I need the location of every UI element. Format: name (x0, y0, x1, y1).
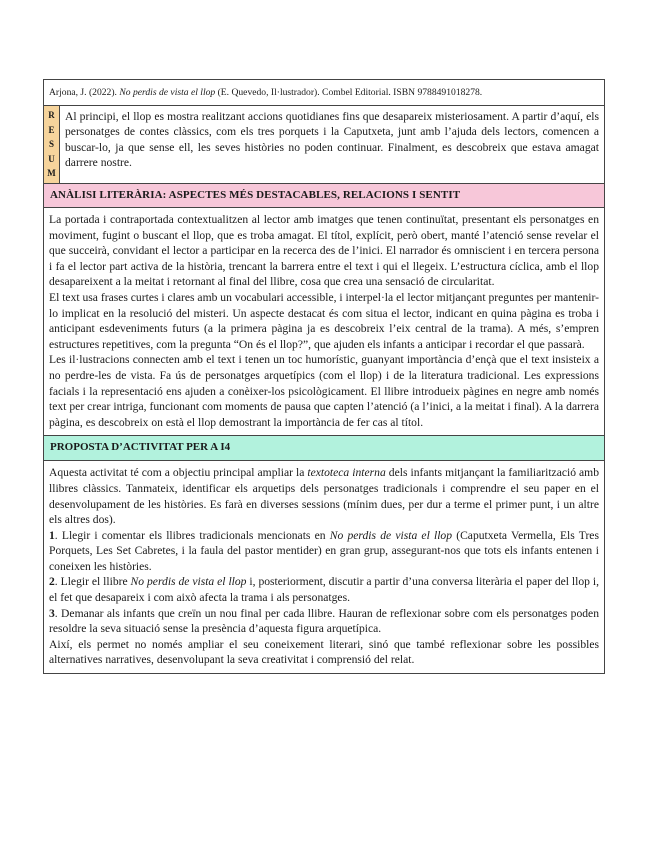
step-italic: No perdis de vista el llop (329, 528, 453, 542)
analisi-paragraph: El text usa frases curtes i clares amb un vocabulari accessible, i interpel·la el lector mitjançant preguntes per mantenir-lo implicat en la resolució del misteri. Un aspecte destacat és com situa el lector, indicant en quina pàgina es troba i anticipant esdeveniments futurs (a la primera pàgina ja es descobreix l’eix central de la trama). A més, s’empren estructures repetitives, com la pregunta “On és el llop?”, que ajuden els infants a anticipar i recordar el que passarà. (49, 290, 599, 351)
resum-letter: E (48, 124, 55, 135)
step-number: 3 (49, 606, 55, 620)
resum-letter: M (47, 168, 56, 179)
citation-authors: Arjona, J. (2022). (49, 87, 117, 98)
analisi-heading: ANÀLISI LITERÀRIA: ASPECTES MÉS DESTACABLES, RELACIONS I SENTIT (44, 184, 604, 208)
resum-text: Al principi, el llop es mostra realitzant accions quotidianes fins que desapareix misteriosament. A partir d’aquí, els personatges de contes clàssics, com els tres porquets i la Caputxeta, junt amb l’ajuda dels lectors, comencen a buscar-lo, ja que sense ell, les seves històries no poden continuar. Finalment, es descobreix que estava amagat darrere nostre. (65, 110, 599, 170)
book-review-sheet (43, 79, 605, 674)
step-text-2: (Caputxeta Vermella, Els Tres Porquets, Les Set Cabretes, i la faula del pastor mentider) en gran grup, assegurant-nos que tots els infants entenen i coneixen les històries. (49, 528, 599, 573)
step-number: 1 (49, 528, 55, 542)
proposta-body (44, 461, 604, 673)
intro-text: Aquesta activitat té com a objectiu principal ampliar la (49, 466, 305, 480)
proposta-intro (49, 465, 599, 527)
analisi-paragraph: La portada i contraportada contextualitzen al lector amb imatges que tenen continuïtat, presentant els personatges en moviment, fugint o buscant el llop, que es troba amagat. El títol, explícit, però obert, manté l’atenció sense revelar el que succeirà, convidant el lector a participar en la recerca des de l’inici. El narrador és omniscient i en tercera persona i fa el lector part activa de la història, trencant la barrera entre el text i qui el llegeix. L’estructura cíclica, amb el llop desapareixent a la meitat i retornant al final del llibre, cosa que crea una sensació de circularitat. (49, 213, 599, 289)
intro-text-2: dels infants mitjançant la familiarització amb llibres clàssics. Tanmateix, identificar els arquetips dels personatges tradicionals i comprendre el seu paper en el desenvolupament de les històries. Es farà en diverses sessions (mínim dues, per dur a terme el primer punt, i un altre els altres dos). (49, 466, 599, 527)
resum-letter: U (48, 153, 55, 164)
step-text: . Demanar als infants que creïn un nou final per cada llibre. Hauran de reflexionar sobre com els personatges poden resoldre la seva situació sense la presència d’aquesta figura arquetípica. (49, 606, 599, 636)
step-number: 2 (49, 575, 55, 589)
resum-label (44, 106, 60, 183)
step-text-2: i, posteriorment, discutir a partir d’una conversa literària el paper del llop i, el fet que desapareix i com això afecta la trama i als personatges. (49, 575, 599, 605)
citation-details: (E. Quevedo, Il·lustrador). Combel Editorial. ISBN 9788491018278. (217, 87, 483, 98)
step-text: . Llegir i comentar els llibres tradicionals mencionats en (54, 528, 326, 542)
citation-title: No perdis de vista el llop (119, 87, 216, 98)
proposta-step-2 (49, 574, 599, 605)
intro-italic: textoteca interna (307, 466, 386, 480)
proposta-heading: PROPOSTA D’ACTIVITAT PER A I4 (44, 436, 604, 461)
citation (44, 80, 604, 106)
resum-letter: S (48, 139, 54, 150)
step-italic: No perdis de vista el llop (130, 575, 247, 589)
proposta-step-3 (49, 606, 599, 637)
proposta-step-1 (49, 528, 599, 575)
resum-section (44, 106, 604, 184)
proposta-closing: Així, els permet no només ampliar el seu coneixement literari, sinó que també reflexionar sobre les possibles alternatives narratives, desenvolupant la seva creativitat i comprensió del relat. (49, 637, 599, 667)
resum-letter: R (48, 110, 55, 121)
analisi-body (44, 208, 604, 436)
analisi-paragraph: Les il·lustracions connecten amb el text i tenen un toc humorístic, guanyant importància d’ençà que el text insisteix a no perdre-les de vista. Fa ús de personatges arquetípics (com el llop) i de la literatura tradicional. Les expressions facials i la representació ens ajuden a conèixer-los psicològicament. El llibre introdueix pàgines en negre amb només text per crear intriga, funcionant com moments de pausa que capten l’atenció (a l’inici, a la meitat i final). A la darrera pàgina, es descobreix on està el llop demostrant la importància de fer cas al títol. (49, 353, 599, 429)
step-text: . Llegir el llibre (54, 575, 128, 589)
